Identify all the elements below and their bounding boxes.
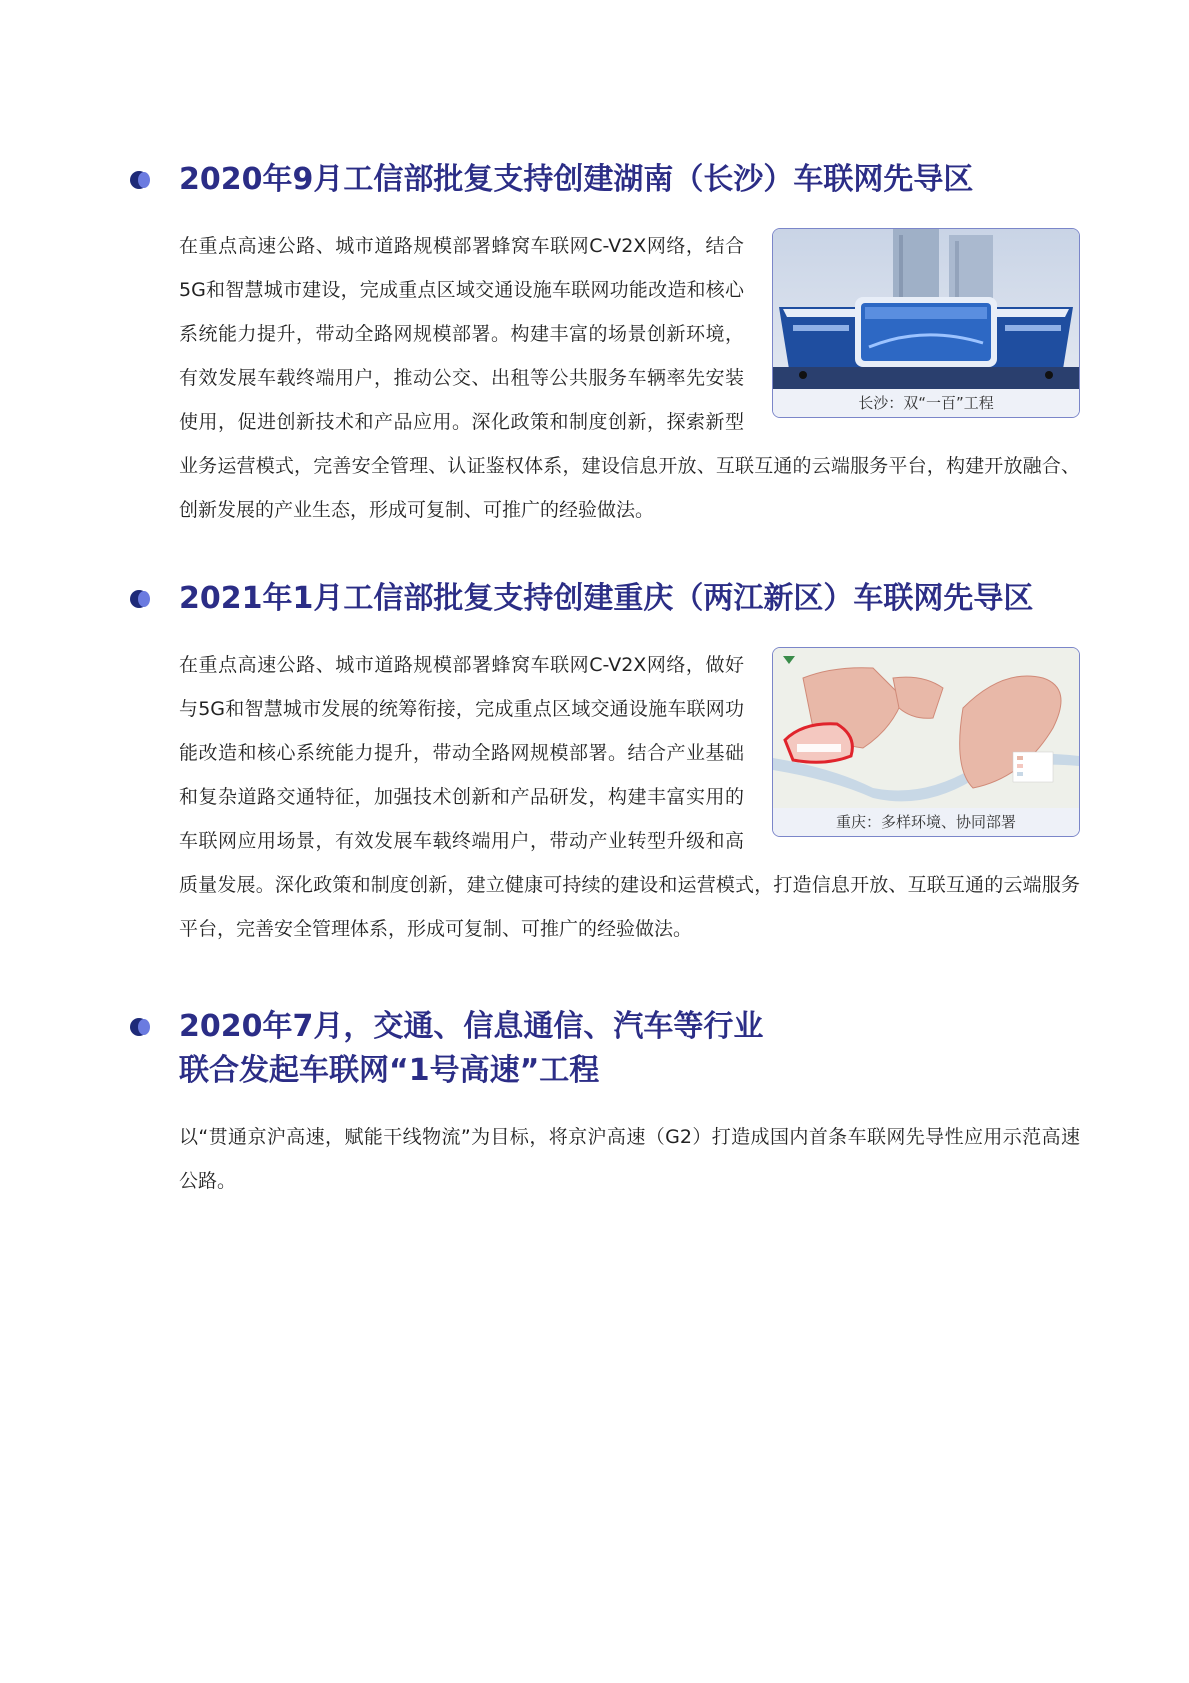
bullet-icon [130,1018,150,1036]
section-title-line1: 2020年7月，交通、信息通信、汽车等行业 [179,1009,764,1044]
section-title-line2: 联合发起车联网“1号高速”工程 [179,1053,600,1088]
section-changsha [130,158,1080,532]
section-body [130,1115,1080,1203]
chongqing-map [773,648,1079,808]
section-heading [130,1005,1080,1093]
section-title: 2021年1月工信部批复支持创建重庆（两江新区）车联网先导区 [179,581,1034,616]
bullet-icon [130,171,150,189]
image-caption: 重庆：多样环境、协同部署 [773,808,1079,836]
chongqing-figure [772,647,1080,837]
section-paragraph: 以“贯通京沪高速，赋能干线物流”为目标，将京沪高速（G2）打造成国内首条车联网先导性应用示范高速公路。 [179,1126,1080,1192]
section-body [130,643,1080,951]
changsha-figure [772,228,1080,418]
section-heading [130,158,1080,202]
changsha-photo [773,229,1079,389]
section-title: 2020年9月工信部批复支持创建湖南（长沙）车联网先导区 [179,162,974,197]
section-heading [130,577,1080,621]
section-paragraph: 在重点高速公路、城市道路规模部署蜂窝车联网C-V2X网络，结合5G和智慧城市建设，完成重点区域交通设施车联网功能改造和核心系统能力提升，带动全路网规模部署。构建丰富的场景创新环境，有效发展车载终端用户，推动公交、出租等公共服务车辆率先安装使用，促进创新技术和产品应用。深化政策和制度创新，探索新型业务运营模式，完善安全管理、认证鉴权体系，建设信息开放、互联互通的云端服务平台，构建开放融合、创新发展的产业生态，形成可复制、可推广的经验做法。 [179,235,1080,521]
section-body [130,224,1080,532]
bullet-icon [130,590,150,608]
image-caption: 长沙：双“一百”工程 [773,389,1079,417]
section-chongqing [130,577,1080,951]
section-paragraph: 在重点高速公路、城市道路规模部署蜂窝车联网C-V2X网络，做好与5G和智慧城市发展的统筹衔接，完成重点区域交通设施车联网功能改造和核心系统能力提升，带动全路网规模部署。结合产业基础和复杂道路交通特征，加强技术创新和产品研发，构建丰富实用的车联网应用场景，有效发展车载终端用户，带动产业转型升级和高质量发展。深化政策和制度创新，建立健康可持续的建设和运营模式，打造信息开放、互联互通的云端服务平台，完善安全管理体系，形成可复制、可推广的经验做法。 [179,654,1080,940]
section-g2-highway [130,1005,1080,1203]
